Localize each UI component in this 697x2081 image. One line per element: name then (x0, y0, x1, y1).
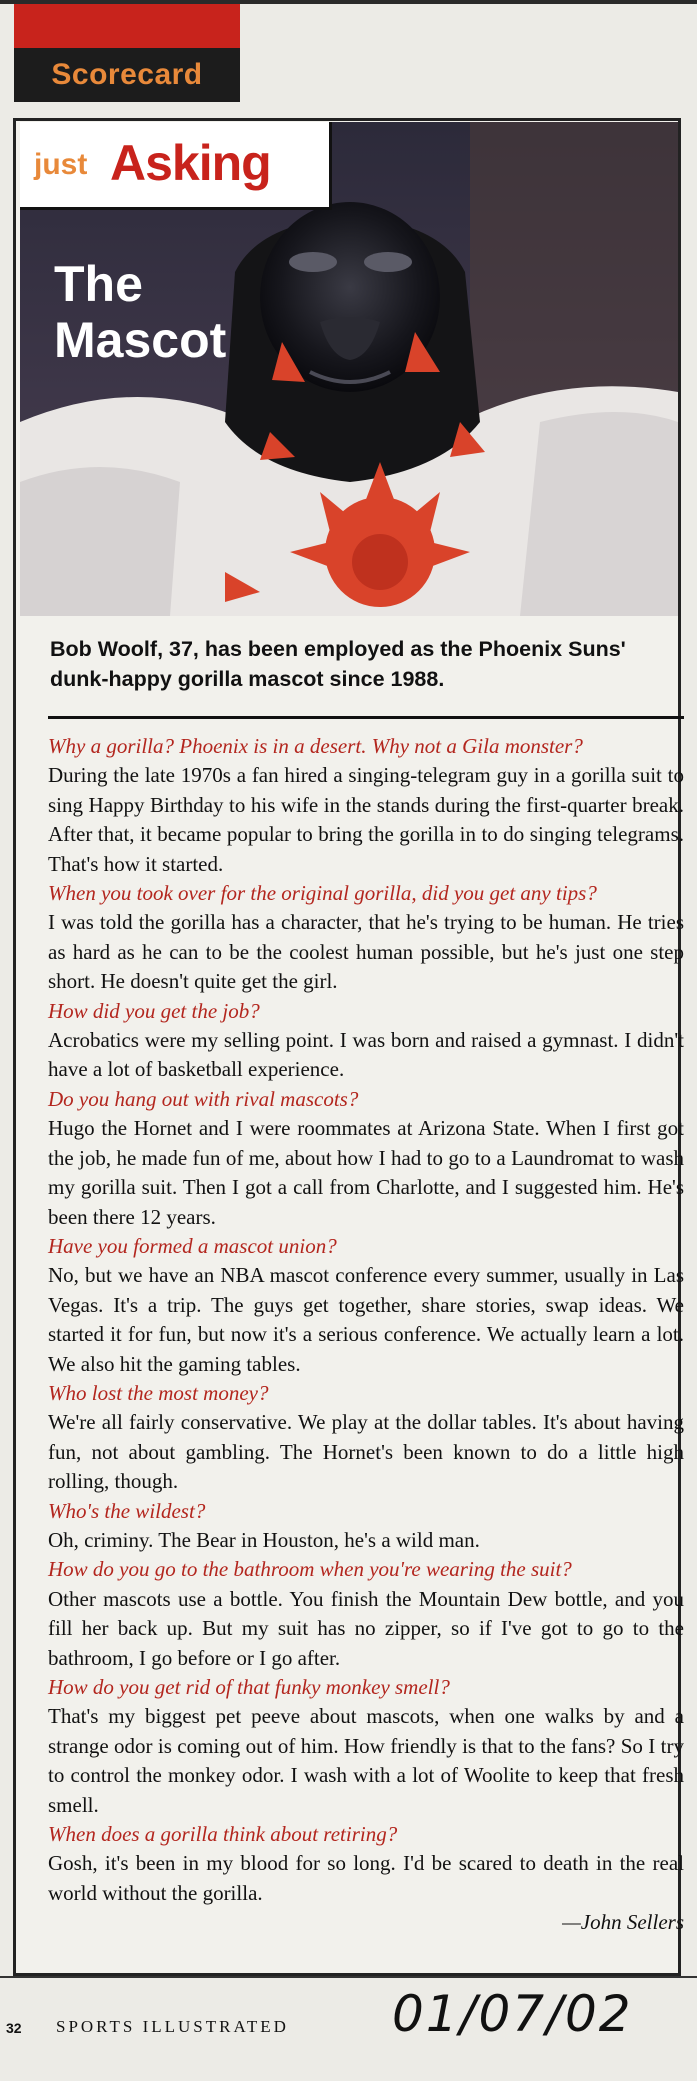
answer: During the late 1970s a fan hired a singing-telegram guy in a gorilla suit to sing Happy Birthday to his wife in the stands during the first-quarter break. After that, it became popular to bring the gorilla in to do singing telegrams. That's how it started. (48, 763, 684, 876)
question: When does a gorilla think about retiring? (48, 1822, 398, 1847)
page-number: 32 (6, 2020, 22, 2036)
title-line-1: The (54, 256, 143, 312)
section-color-bar (14, 4, 240, 48)
handwritten-date: 01/07/02 (392, 1985, 633, 2043)
question: Who's the wildest? (48, 1498, 206, 1523)
just-label: just (34, 148, 88, 181)
answer: Oh, criminy. The Bear in Houston, he's a wild man. (48, 1527, 480, 1552)
section-tag-label: Scorecard (51, 58, 203, 91)
answer: I was told the gorilla has a character, that he's trying to be human. He tries as hard as he can to be the coolest human possible, but he's just one step short. He doesn't quite get the girl. (48, 910, 684, 994)
byline: —John Sellers (562, 1910, 684, 1935)
section-tag (14, 48, 240, 102)
question: Who lost the most money? (48, 1380, 269, 1405)
question: Do you hang out with rival mascots? (48, 1086, 359, 1111)
article-title (54, 256, 284, 368)
question: How do you get rid of that funky monkey smell? (48, 1675, 450, 1699)
question: When you took over for the original gorilla, did you get any tips? (48, 881, 597, 906)
answer: Hugo the Hornet and I were roommates at Arizona State. When I first got the job, he made fun of me, about how I had to go to a Laundromat to wash my gorilla suit. Then I got a call from Charlotte, and I suggested him. He's been there 12 years. (48, 1116, 684, 1229)
intro-deck: Bob Woolf, 37, has been employed as the Phoenix Suns' dunk-happy gorilla mascot since 1988. (50, 637, 626, 691)
question: Have you formed a mascot union? (48, 1233, 337, 1258)
footer-rule (0, 1976, 697, 1978)
answer: We're all fairly conservative. We play at the dollar tables. It's about having fun, not about gambling. The Hornet's been known to do a little high rolling, though. (48, 1410, 684, 1494)
answer: That's my biggest pet peeve about mascots, when one walks by and a strange odor is coming out of him. How friendly is that to the fans? So I try to control the monkey odor. I wash with a lot of Woolite to keep that fresh smell. (48, 1704, 684, 1817)
byline-row (48, 1908, 684, 1937)
magazine-name: SPORTS ILLUSTRATED (56, 2017, 289, 2036)
answer: Other mascots use a bottle. You finish the Mountain Dew bottle, and you fill her back up. But my suit has no zipper, so if I've got to go to the bathroom, I go before or I go after. (48, 1586, 684, 1670)
answer: Gosh, it's been in my blood for so long. I'd be scared to death in the real world without the gorilla. (48, 1851, 684, 1905)
answer: Acrobatics were my selling point. I was born and raised a gymnast. I didn't have a lot of basketball experience. (48, 1028, 684, 1082)
just-asking-badge (20, 122, 332, 210)
question: How did you get the job? (48, 998, 260, 1023)
interview-body (48, 732, 684, 1938)
question: How do you go to the bathroom when you're wearing the suit? (48, 1557, 572, 1582)
asking-label: Asking (110, 135, 271, 191)
answer: No, but we have an NBA mascot conference every summer, usually in Las Vegas. It's a trip. The guys get together, share stories, swap ideas. We started it for fun, but now it's a serious conference. We actually learn a lot. We also hit the gaming tables. (48, 1263, 684, 1376)
title-line-2: Mascot (54, 312, 227, 368)
question: Why a gorilla? Phoenix is in a desert. Why not a Gila monster? (48, 734, 583, 758)
intro-rule (48, 716, 684, 719)
